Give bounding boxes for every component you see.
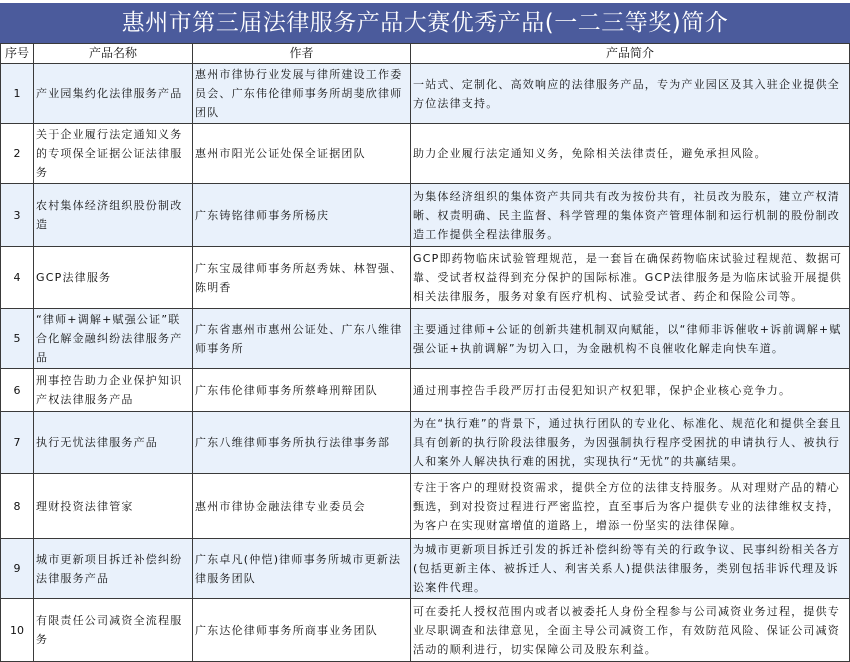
cell-product-name: 城市更新项目拆迁补偿纠纷法律服务产品 [34, 539, 193, 599]
cell-product-name: 产业园集约化法律服务产品 [34, 64, 193, 124]
products-table [0, 43, 850, 662]
cell-no: 10 [1, 599, 34, 662]
cell-product-name: 关于企业履行法定通知义务的专项保全证据公证法律服务 [34, 124, 193, 184]
cell-product-name: 刑事控告助力企业保护知识产权法律服务产品 [34, 369, 193, 412]
cell-no: 3 [1, 184, 34, 247]
cell-no: 6 [1, 369, 34, 412]
cell-no: 1 [1, 64, 34, 124]
cell-description: GCP即药物临床试验管理规范，是一套旨在确保药物临床试验过程规范、数据可靠、受试者权益得到充分保护的国际标准。GCP法律服务是为临床试验开展提供相关法律服务，服务对象有医疗机构、试验受试者、药企和保险公司等。 [411, 247, 850, 309]
table-row [1, 369, 850, 412]
cell-description: 一站式、定制化、高效响应的法律服务产品，专为产业园区及其入驻企业提供全方位法律支持。 [411, 64, 850, 124]
table-row [1, 474, 850, 539]
column-header-desc: 产品简介 [411, 44, 850, 64]
cell-product-name: 执行无忧法律服务产品 [34, 412, 193, 474]
cell-author: 广东卓凡(仲恺)律师事务所城市更新法律服务团队 [193, 539, 411, 599]
table-row [1, 64, 850, 124]
table-row [1, 184, 850, 247]
cell-description: 通过刑事控告手段严厉打击侵犯知识产权犯罪，保护企业核心竞争力。 [411, 369, 850, 412]
cell-product-name: 有限责任公司减资全流程服务 [34, 599, 193, 662]
cell-author: 广东省惠州市惠州公证处、广东八维律师事务所 [193, 309, 411, 369]
cell-description: 为集体经济组织的集体资产共同共有改为按份共有，社员改为股东，建立产权清晰、权责明确、民主监督、科学管理的集体资产管理体制和运行机制的股份制改造工作提供全程法律服务。 [411, 184, 850, 247]
cell-product-name: 理财投资法律管家 [34, 474, 193, 539]
table-row [1, 599, 850, 662]
cell-description: 助力企业履行法定通知义务，免除相关法律责任，避免承担风险。 [411, 124, 850, 184]
cell-product-name: “律师+调解+赋强公证”联合化解金融纠纷法律服务产品 [34, 309, 193, 369]
table-row [1, 247, 850, 309]
cell-description: 专注于客户的理财投资需求，提供全方位的法律支持服务。从对理财产品的精心甄选，到对投资过程进行严密监控，直至事后为客户提供专业的法律维权支持，为客户在实现财富增值的道路上，增添一份坚实的法律保障。 [411, 474, 850, 539]
cell-description: 主要通过律师+公证的创新共建机制双向赋能，以“律师非诉催收+诉前调解+赋强公证+执前调解”为切入口，为金融机构不良催收化解走向快车道。 [411, 309, 850, 369]
column-header-name: 产品名称 [34, 44, 193, 64]
cell-author: 惠州市律协金融法律专业委员会 [193, 474, 411, 539]
cell-author: 惠州市律协行业发展与律所建设工作委员会、广东伟伦律师事务所胡斐欣律师团队 [193, 64, 411, 124]
column-header-author: 作者 [193, 44, 411, 64]
cell-no: 7 [1, 412, 34, 474]
cell-author: 广东铸铭律师事务所杨庆 [193, 184, 411, 247]
table-row [1, 309, 850, 369]
cell-author: 广东达伦律师事务所商事业务团队 [193, 599, 411, 662]
cell-product-name: GCP法律服务 [34, 247, 193, 309]
table-row [1, 412, 850, 474]
cell-description: 可在委托人授权范围内或者以被委托人身份全程参与公司减资业务过程，提供专业尽职调查和法律意见，全面主导公司减资工作，有效防范风险、保证公司减资活动的顺利进行，切实保障公司及股东利益。 [411, 599, 850, 662]
cell-author: 广东宝晟律师事务所赵秀妹、林智强、陈明香 [193, 247, 411, 309]
cell-product-name: 农村集体经济组织股份制改造 [34, 184, 193, 247]
cell-author: 惠州市阳光公证处保全证据团队 [193, 124, 411, 184]
cell-no: 8 [1, 474, 34, 539]
column-header-no: 序号 [1, 44, 34, 64]
cell-no: 4 [1, 247, 34, 309]
cell-author: 广东伟伦律师事务所蔡峰刑辩团队 [193, 369, 411, 412]
table-row [1, 539, 850, 599]
cell-no: 5 [1, 309, 34, 369]
cell-no: 9 [1, 539, 34, 599]
cell-no: 2 [1, 124, 34, 184]
cell-description: 为城市更新项目拆迁引发的拆迁补偿纠纷等有关的行政争议、民事纠纷相关各方(包括更新主体、被拆迁人、利害关系人)提供法律服务，类别包括非诉代理及诉讼案件代理。 [411, 539, 850, 599]
header-row [1, 44, 850, 64]
table-row [1, 124, 850, 184]
page-title: 惠州市第三届法律服务产品大赛优秀产品(一二三等奖)简介 [0, 3, 850, 43]
cell-description: 为在“执行难”的背景下，通过执行团队的专业化、标准化、规范化和提供全套且具有创新的执行阶段法律服务，为因强制执行程序受困扰的申请执行人、被执行人和案外人解决执行难的困扰，实现执行“无忧”的共赢结果。 [411, 412, 850, 474]
cell-author: 广东八维律师事务所执行法律事务部 [193, 412, 411, 474]
